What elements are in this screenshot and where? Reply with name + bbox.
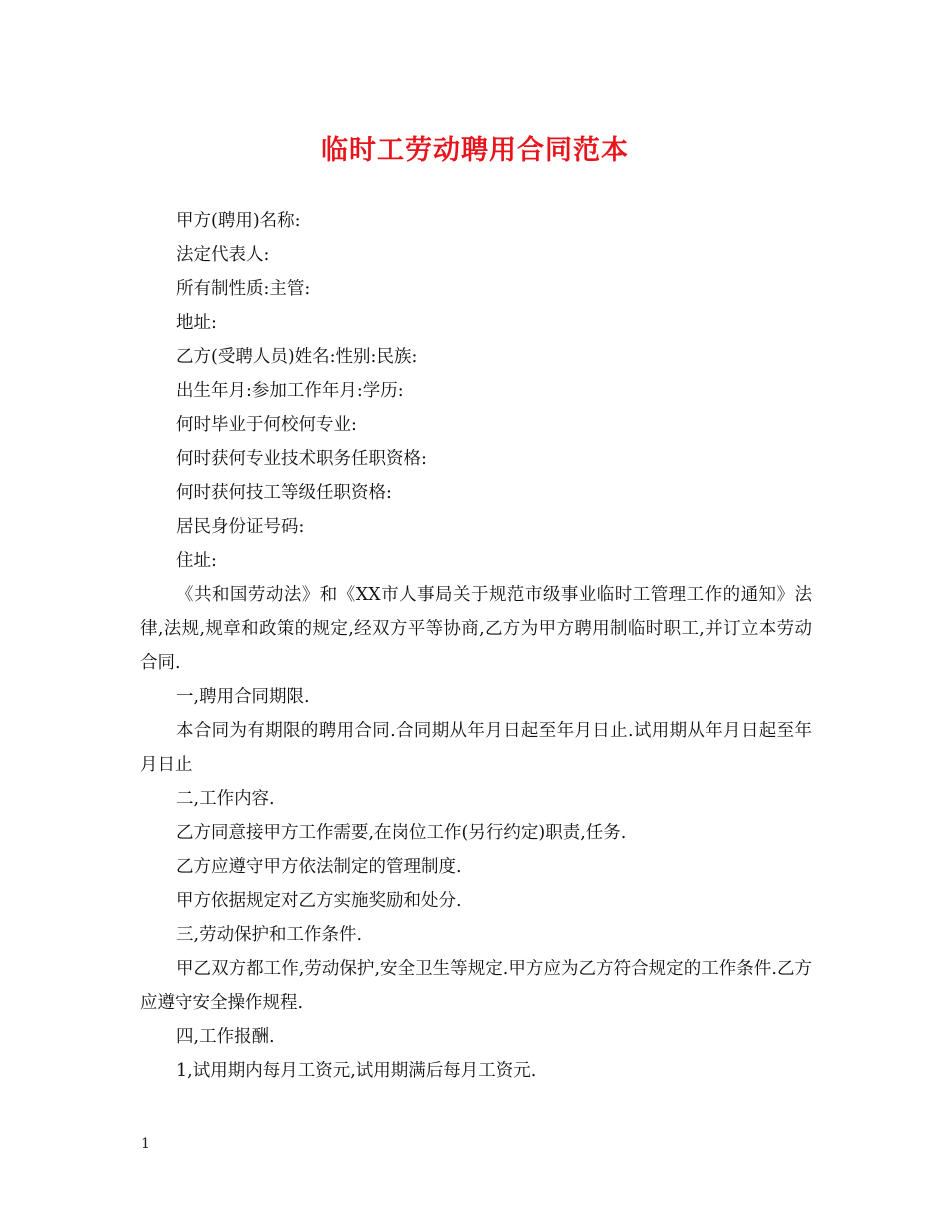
id-number-line: 居民身份证号码:	[176, 517, 305, 537]
technical-qualification-line: 何时获何专业技术职务任职资格:	[176, 449, 427, 469]
work-content-paragraph-2: 乙方应遵守甲方依法制定的管理制度.	[176, 857, 462, 877]
page-number: 1	[141, 1136, 150, 1152]
legal-representative-line: 法定代表人:	[176, 245, 270, 265]
document-body	[140, 204, 812, 1088]
section-heading-labor-protection: 三,劳动保护和工作条件.	[176, 925, 363, 945]
address-line: 地址:	[176, 313, 217, 333]
party-a-name-line: 甲方(聘用)名称:	[176, 211, 301, 231]
legal-basis-paragraph: 《共和国劳动法》和《XX市人事局关于规范市级事业临时工管理工作的通知》法律,法规,规章和政策的规定,经双方平等协商,乙方为甲方聘用制临时职工,并订立本劳动合同.	[140, 585, 812, 673]
contract-term-paragraph: 本合同为有期限的聘用合同.合同期从年月日起至年月日止.试用期从年月日起至年月日止	[140, 721, 812, 775]
section-heading-work-content: 二,工作内容.	[176, 789, 275, 809]
work-content-paragraph-3: 甲方依据规定对乙方实施奖励和处分.	[176, 891, 462, 911]
ownership-line: 所有制性质:主管:	[176, 279, 311, 299]
labor-protection-paragraph: 甲乙双方都工作,劳动保护,安全卫生等规定.甲方应为乙方符合规定的工作条件.乙方应遵守安全操作规程.	[140, 959, 812, 1013]
graduation-line: 何时毕业于何校何专业:	[176, 415, 357, 435]
skill-level-line: 何时获何技工等级任职资格:	[176, 483, 392, 503]
residence-line: 住址:	[176, 551, 217, 571]
section-heading-remuneration: 四,工作报酬.	[176, 1027, 275, 1047]
party-b-name-line: 乙方(受聘人员)姓名:性别:民族:	[176, 347, 418, 367]
birth-date-line: 出生年月:参加工作年月:学历:	[176, 381, 404, 401]
remuneration-paragraph-1: 1,试用期内每月工资元,试用期满后每月工资元.	[176, 1061, 537, 1081]
document-title: 临时工劳动聘用合同范本	[321, 135, 629, 166]
work-content-paragraph-1: 乙方同意接甲方工作需要,在岗位工作(另行约定)职责,任务.	[176, 823, 627, 843]
section-heading-term: 一,聘用合同期限.	[176, 687, 310, 707]
